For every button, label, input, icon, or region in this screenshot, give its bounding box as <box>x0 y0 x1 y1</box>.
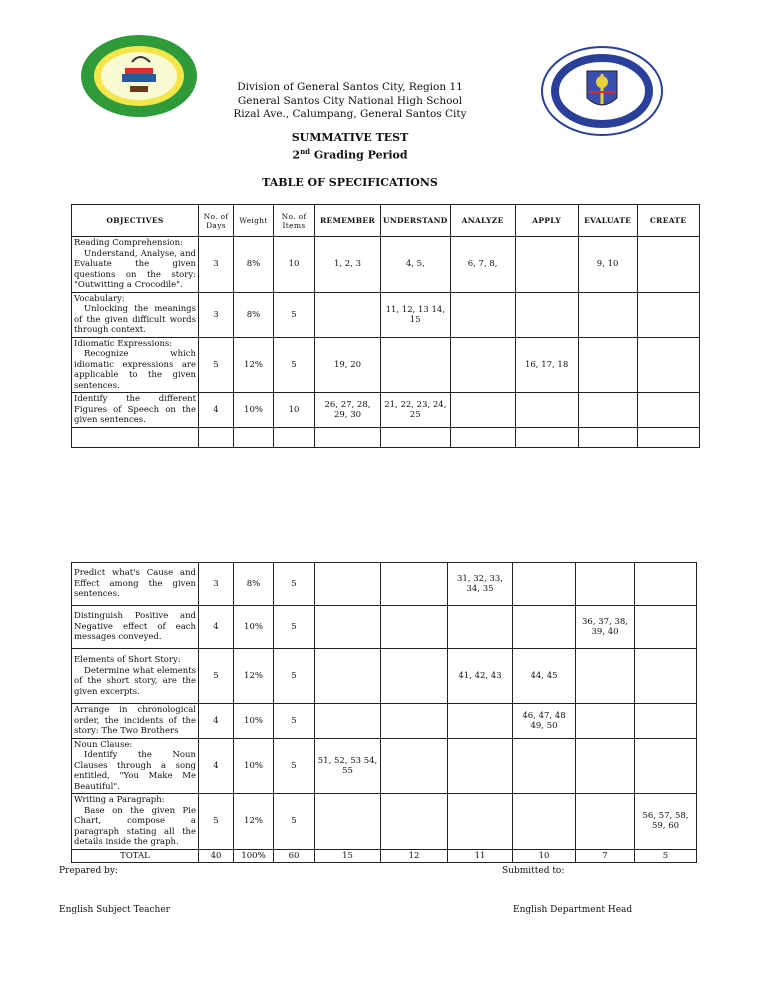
total-understand: 12 <box>381 849 448 862</box>
specifications-table-page1 <box>71 204 700 448</box>
create-cell <box>637 337 699 393</box>
header-address: Rizal Ave., Calumpang, General Santos City <box>233 108 467 120</box>
department-head-signatory: English Department Head <box>513 905 633 915</box>
remember-cell: 1, 2, 3 <box>315 237 381 293</box>
table-row <box>72 393 700 428</box>
evaluate-cell: 36, 37, 38, 39, 40 <box>576 606 635 649</box>
total-days: 40 <box>199 849 234 862</box>
objective-cell: Elements of Short Story: Determine what elements of the short story, are the given excerpts. <box>72 649 199 704</box>
days-cell: 4 <box>199 704 234 739</box>
table-title: TABLE OF SPECIFICATIONS <box>262 176 438 189</box>
col-days: No. of Days <box>199 205 234 237</box>
items-cell: 5 <box>274 337 315 393</box>
remember-cell <box>315 794 381 850</box>
items-cell: 10 <box>274 393 315 428</box>
col-apply: APPLY <box>515 205 578 237</box>
table-row <box>72 704 697 739</box>
total-label: TOTAL <box>72 849 199 862</box>
table-row-empty <box>72 427 700 447</box>
objective-cell: Distinguish Positive and Negative effect of each messages conveyed. <box>72 606 199 649</box>
weight-cell: 10% <box>234 704 274 739</box>
apply-cell <box>513 738 576 794</box>
create-cell <box>637 292 699 337</box>
apply-cell: 44, 45 <box>513 649 576 704</box>
remember-cell <box>315 606 381 649</box>
understand-cell <box>381 649 448 704</box>
apply-cell <box>513 563 576 606</box>
table-row <box>72 563 697 606</box>
weight-cell: 8% <box>234 292 274 337</box>
analyze-cell: 6, 7, 8, <box>450 237 515 293</box>
evaluate-cell <box>576 704 635 739</box>
weight-cell: 10% <box>234 738 274 794</box>
school-seal-logo <box>80 34 198 118</box>
remember-cell <box>315 649 381 704</box>
analyze-cell <box>450 337 515 393</box>
weight-cell: 8% <box>234 237 274 293</box>
days-cell: 4 <box>199 606 234 649</box>
header-school: General Santos City National High School <box>237 95 463 107</box>
analyze-cell <box>448 794 513 850</box>
days-cell: 4 <box>199 738 234 794</box>
evaluate-cell <box>576 794 635 850</box>
analyze-cell <box>448 606 513 649</box>
analyze-cell <box>448 704 513 739</box>
days-cell: 4 <box>199 393 234 428</box>
table-row <box>72 649 697 704</box>
objective-cell: Identify the different Figures of Speech on the given sentences. <box>72 393 199 428</box>
apply-cell: 16, 17, 18 <box>515 337 578 393</box>
understand-cell <box>381 337 451 393</box>
objective-cell: Idiomatic Expressions: Recognize which idiomatic expressions are applicable to the given sentences. <box>72 337 199 393</box>
days-cell: 3 <box>199 237 234 293</box>
create-cell <box>635 606 697 649</box>
understand-cell <box>381 704 448 739</box>
objective-cell: Arrange in chronological order, the incidents of the story: The Two Brothers <box>72 704 199 739</box>
days-cell: 3 <box>199 563 234 606</box>
create-cell <box>635 738 697 794</box>
remember-cell <box>315 563 381 606</box>
understand-cell <box>381 606 448 649</box>
items-cell: 5 <box>274 606 315 649</box>
table-header-row <box>72 205 700 237</box>
objective-cell: Noun Clause: Identify the Noun Clauses through a song entitled, "You Make Me Beautiful". <box>72 738 199 794</box>
days-cell: 3 <box>199 292 234 337</box>
items-cell: 5 <box>274 563 315 606</box>
evaluate-cell <box>576 649 635 704</box>
apply-cell: 46, 47, 48 49, 50 <box>513 704 576 739</box>
prepared-by-label: Prepared by: <box>59 866 118 876</box>
test-title: SUMMATIVE TEST <box>291 131 409 144</box>
days-cell: 5 <box>199 649 234 704</box>
remember-cell: 26, 27, 28, 29, 30 <box>315 393 381 428</box>
teacher-signatory: English Subject Teacher <box>59 905 170 915</box>
table-row <box>72 794 697 850</box>
items-cell: 5 <box>274 649 315 704</box>
apply-cell <box>513 606 576 649</box>
col-understand: UNDERSTAND <box>381 205 451 237</box>
analyze-cell <box>450 292 515 337</box>
analyze-cell: 41, 42, 43 <box>448 649 513 704</box>
weight-cell: 12% <box>234 649 274 704</box>
evaluate-cell <box>576 738 635 794</box>
understand-cell: 4, 5, <box>381 237 451 293</box>
specifications-table-page2 <box>71 562 697 863</box>
deped-seal-logo <box>541 46 663 136</box>
evaluate-cell: 9, 10 <box>578 237 637 293</box>
remember-cell: 51, 52, 53 54, 55 <box>315 738 381 794</box>
weight-cell: 10% <box>234 393 274 428</box>
weight-cell: 10% <box>234 606 274 649</box>
remember-cell <box>315 704 381 739</box>
col-create: CREATE <box>637 205 699 237</box>
create-cell <box>635 704 697 739</box>
items-cell: 5 <box>274 704 315 739</box>
analyze-cell <box>448 738 513 794</box>
table-row <box>72 606 697 649</box>
table-row <box>72 738 697 794</box>
col-evaluate: EVALUATE <box>578 205 637 237</box>
remember-cell <box>315 292 381 337</box>
create-cell: 56, 57, 58, 59, 60 <box>635 794 697 850</box>
objective-cell: Vocabulary: Unlocking the meanings of the given difficult words through context. <box>72 292 199 337</box>
analyze-cell: 31, 32, 33, 34, 35 <box>448 563 513 606</box>
col-weight: Weight <box>234 205 274 237</box>
apply-cell <box>515 292 578 337</box>
total-items: 60 <box>274 849 315 862</box>
col-objectives: OBJECTIVES <box>72 205 199 237</box>
col-remember: REMEMBER <box>315 205 381 237</box>
objective-cell: Writing a Paragraph: Base on the given Pie Chart, compose a paragraph stating all the details inside the graph. <box>72 794 199 850</box>
total-row <box>72 849 697 862</box>
weight-cell: 12% <box>234 337 274 393</box>
days-cell: 5 <box>199 794 234 850</box>
table-row <box>72 292 700 337</box>
create-cell <box>635 563 697 606</box>
understand-cell <box>381 794 448 850</box>
submitted-to-label: Submitted to: <box>502 866 565 876</box>
total-remember: 15 <box>315 849 381 862</box>
evaluate-cell <box>576 563 635 606</box>
understand-cell: 11, 12, 13 14, 15 <box>381 292 451 337</box>
items-cell: 10 <box>274 237 315 293</box>
objective-cell: Predict what's Cause and Effect among the given sentences. <box>72 563 199 606</box>
evaluate-cell <box>578 292 637 337</box>
table-row <box>72 337 700 393</box>
create-cell <box>637 393 699 428</box>
analyze-cell <box>450 393 515 428</box>
total-evaluate: 7 <box>576 849 635 862</box>
weight-cell: 12% <box>234 794 274 850</box>
apply-cell <box>513 794 576 850</box>
understand-cell: 21, 22, 23, 24, 25 <box>381 393 451 428</box>
table-row <box>72 237 700 293</box>
understand-cell <box>381 738 448 794</box>
create-cell <box>637 237 699 293</box>
total-create: 5 <box>635 849 697 862</box>
create-cell <box>635 649 697 704</box>
understand-cell <box>381 563 448 606</box>
items-cell: 5 <box>274 794 315 850</box>
remember-cell: 19, 20 <box>315 337 381 393</box>
objective-cell: Reading Comprehension: Understand, Analyse, and Evaluate the given questions on the story: "Outwitting a Crocodile". <box>72 237 199 293</box>
apply-cell <box>515 237 578 293</box>
weight-cell: 8% <box>234 563 274 606</box>
total-apply: 10 <box>513 849 576 862</box>
evaluate-cell <box>578 337 637 393</box>
header-division: Division of General Santos City, Region 11 <box>237 81 463 93</box>
total-weight: 100% <box>234 849 274 862</box>
evaluate-cell <box>578 393 637 428</box>
items-cell: 5 <box>274 738 315 794</box>
col-analyze: ANALYZE <box>450 205 515 237</box>
items-cell: 5 <box>274 292 315 337</box>
grading-period: 2nd Grading Period <box>292 147 408 162</box>
days-cell: 5 <box>199 337 234 393</box>
total-analyze: 11 <box>448 849 513 862</box>
col-items: No. of Items <box>274 205 315 237</box>
apply-cell <box>515 393 578 428</box>
